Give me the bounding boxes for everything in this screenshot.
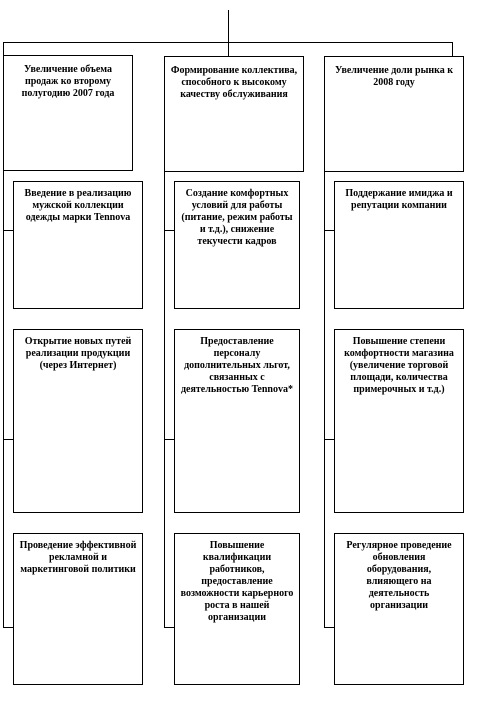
task-box-store-comfort: Повышение степени комфортности магазина (увеличение торговой площади, количества примерочных и т.д.): [334, 329, 464, 513]
task-box-working-conditions: Создание комфортных условий для работы (питание, режим работы и т.д.), снижение текучести кадров: [174, 181, 300, 309]
goal-box-sales-volume: Увеличение объема продаж ко второму полугодию 2007 года: [3, 55, 133, 171]
goal-box-team-formation: Формирование коллектива, способного к высокому качеству обслуживания: [164, 56, 304, 172]
task-box-equipment-update: Регулярное проведение обновления оборудования, влияющего на деятельность организации: [334, 533, 464, 685]
task-box-qualification-growth: Повышение квалификации работников, предоставление возможности карьерного роста в нашей организации: [174, 533, 300, 685]
task-box-new-sales-channels: Открытие новых путей реализации продукции (через Интернет): [13, 329, 143, 513]
task-box-advertising-policy: Проведение эффективной рекламной и маркетинговой политики: [13, 533, 143, 685]
goal-box-market-share: Увеличение доли рынка к 2008 году: [324, 56, 464, 172]
task-box-image-reputation: Поддержание имиджа и репутации компании: [334, 181, 464, 309]
task-box-staff-benefits: Предоставление персоналу дополнительных льгот, связанных с деятельностью Tennova*: [174, 329, 300, 513]
task-box-mens-collection: Введение в реализацию мужской коллекции одежды марки Tennova: [13, 181, 143, 309]
